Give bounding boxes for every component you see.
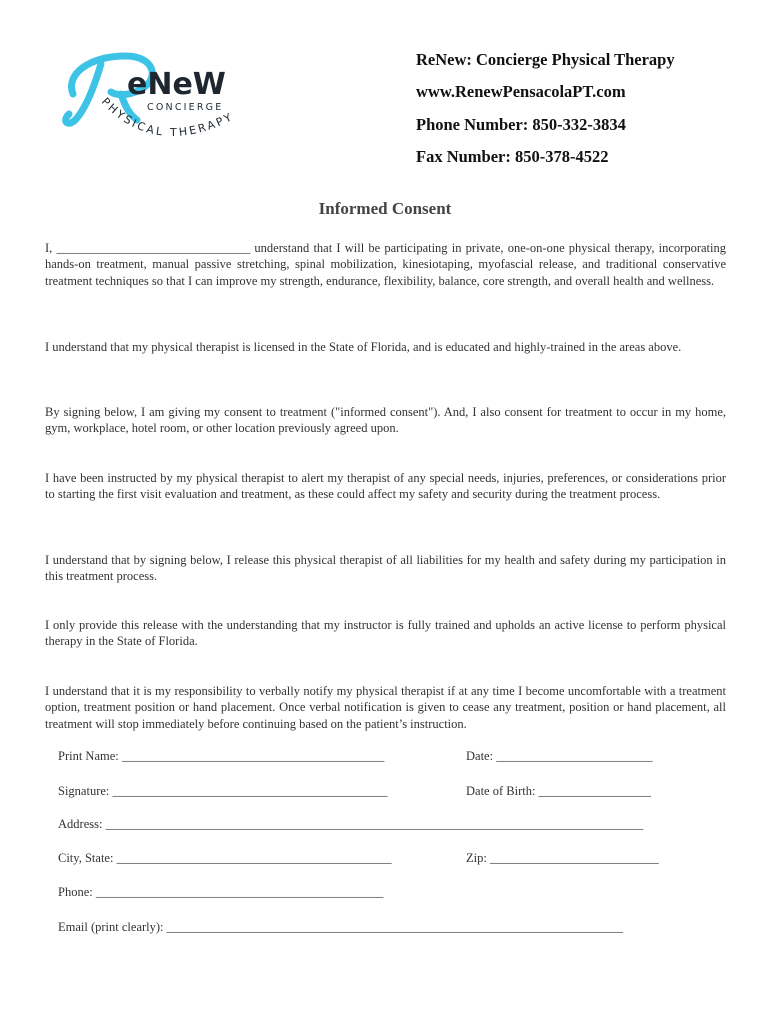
consent-paragraph-2: I understand that my physical therapist is licensed in the State of Florida, and is educated and highly-trained in the areas above. — [45, 340, 682, 354]
consent-paragraph-5: I understand that by signing below, I release this physical therapist of all liabilities for my health and safety during my participation in this treatment process. — [45, 553, 726, 584]
email-field[interactable]: Email (print clearly): _________________________________________________________________________ — [58, 920, 623, 934]
phone-field[interactable]: Phone: ______________________________________________ — [58, 885, 384, 899]
business-name: ReNew: Concierge Physical Therapy — [416, 50, 675, 69]
logo-subtitle: CONCIERGE — [147, 102, 224, 113]
fax-number: Fax Number: 850-378-4522 — [416, 146, 609, 166]
contact-header — [416, 50, 675, 179]
address-field[interactable]: Address: ______________________________________________________________________________________ — [58, 817, 644, 831]
city-state-field[interactable]: City, State: ____________________________________________ — [58, 851, 392, 865]
consent-paragraph-3: By signing below, I am giving my consent to treatment ("informed consent"). And, I also consent for treatment to occur in my home, gym, workplace, hotel room, or other location previously agreed upon. — [45, 405, 726, 436]
date-of-birth-field[interactable]: Date of Birth: __________________ — [466, 784, 652, 798]
renew-logo — [55, 44, 295, 174]
document-title: Informed Consent — [318, 199, 452, 218]
consent-paragraph-7: I understand that it is my responsibility to verbally notify my physical therapist if at any time I become uncomfortable with a treatment option, treatment position or hand placement. Once verbal notification is given to cease any treatment, position or hand placement, all treatment will stop immediately before continuing based on the patient’s instruction. — [45, 684, 726, 731]
consent-paragraph-4: I have been instructed by my physical therapist to alert my therapist of any special needs, injuries, preferences, or considerations prior to starting the first visit evaluation and treatment, as these could affect my safety and security during the treatment process. — [45, 471, 726, 502]
zip-field[interactable]: Zip: ___________________________ — [466, 851, 659, 865]
date-field[interactable]: Date: _________________________ — [466, 749, 653, 763]
consent-paragraph-6: I only provide this release with the understanding that my instructor is fully trained and upholds an active license to perform physical therapy in the State of Florida. — [45, 618, 726, 649]
phone-number: Phone Number: 850-332-3834 — [416, 114, 626, 134]
logo-wordmark: eNeW — [127, 67, 226, 102]
consent-paragraph-1: I, _______________________________ understand that I will be participating in private, one-on-one physical therapy, incorporating hands-on treatment, manual passive stretching, spinal mobilization, kinesiotaping, myofascial release, and traditional conservative treatment techniques so that I can improve my strength, endurance, flexibility, balance, core strength, and overall health and wellness. — [45, 241, 726, 288]
logo-arc-text: PHYSICAL THERAPY — [98, 95, 236, 140]
signature-field[interactable]: Signature: ____________________________________________ — [58, 784, 388, 798]
print-name-field[interactable]: Print Name: __________________________________________ — [58, 749, 385, 763]
website-link[interactable]: www.RenewPensacolaPT.com — [416, 82, 626, 102]
